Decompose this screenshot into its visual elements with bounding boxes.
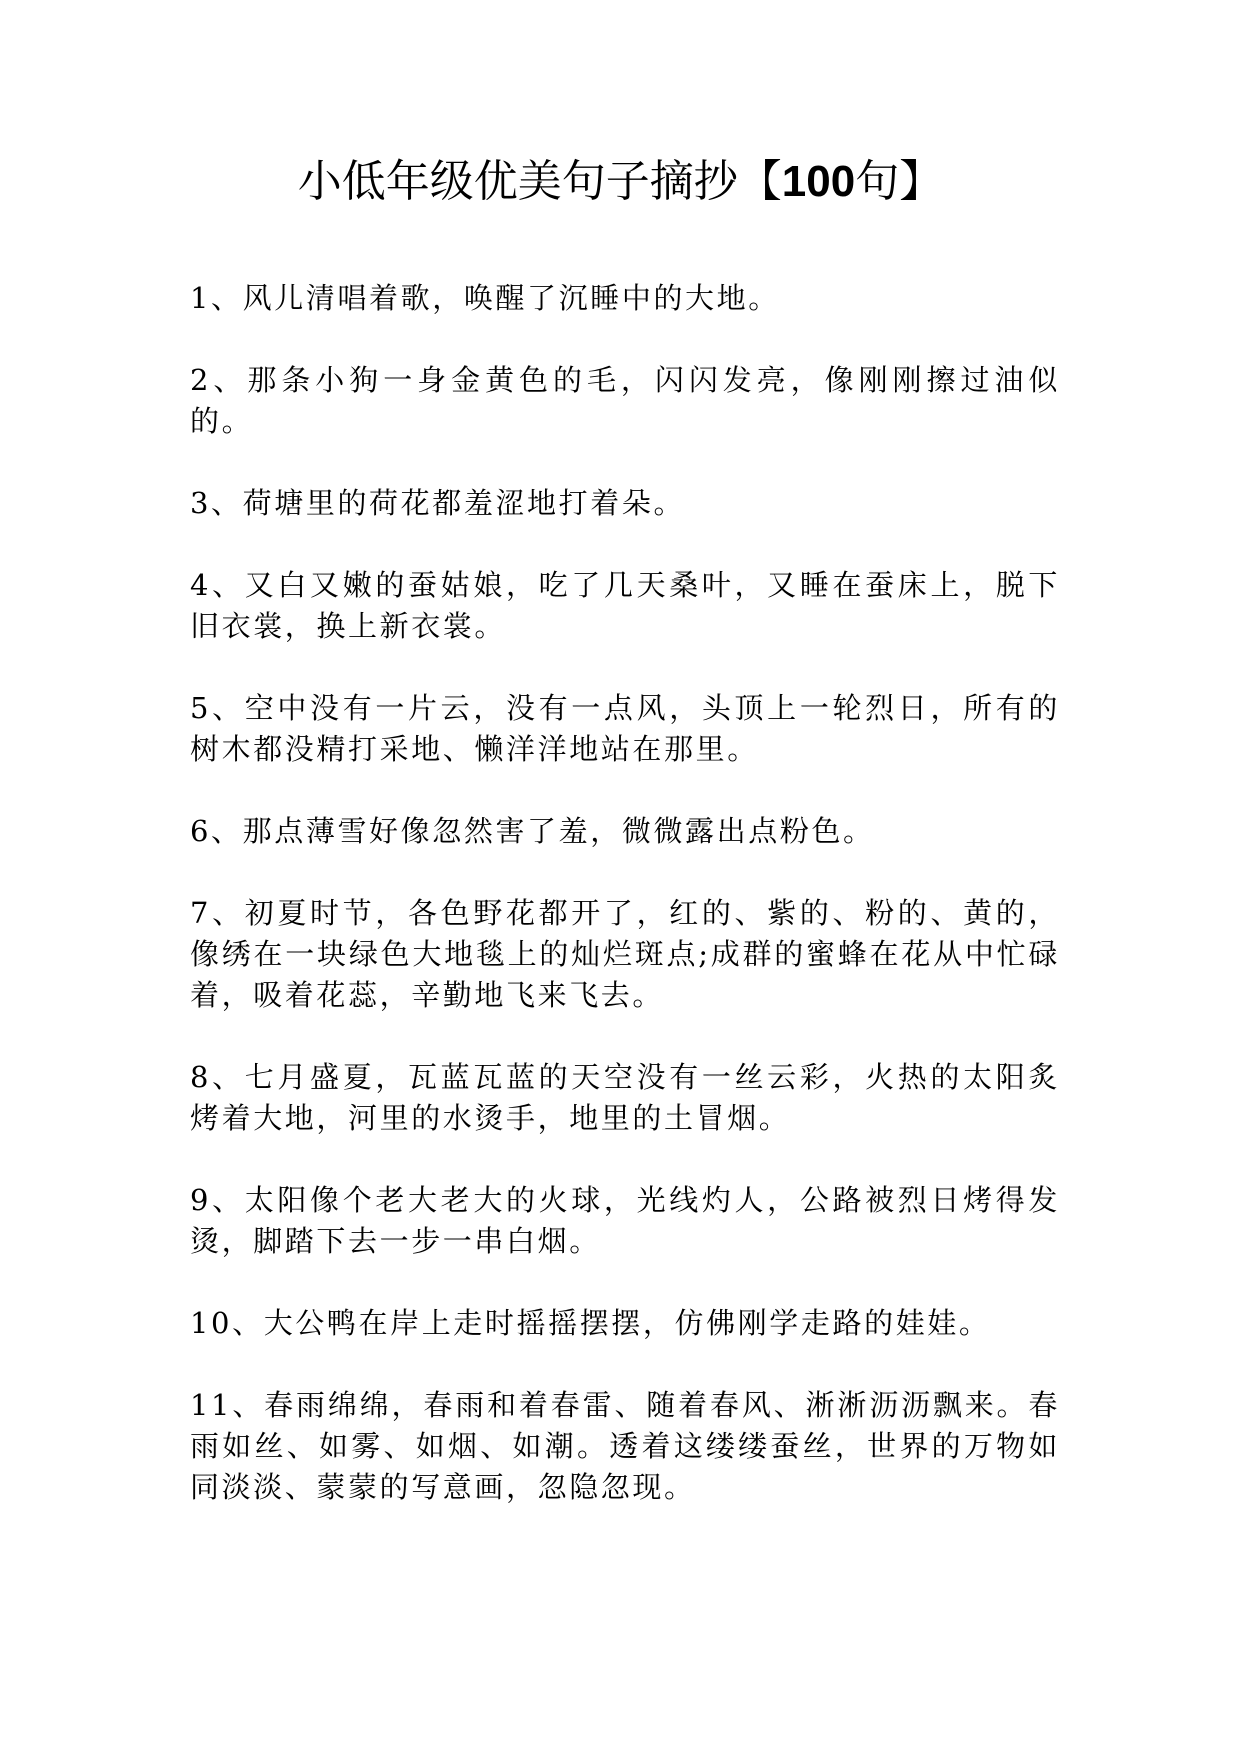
sentence-item: 7、初夏时节，各色野花都开了，红的、紫的、粉的、黄的，像绣在一块绿色大地毯上的灿烂斑点;成群的蜜蜂在花从中忙碌着，吸着花蕊，辛勤地飞来飞去。 bbox=[190, 896, 1060, 1012]
sentence-item: 3、荷塘里的荷花都羞涩地打着朵。 bbox=[190, 486, 686, 520]
sentence-item: 8、七月盛夏，瓦蓝瓦蓝的天空没有一丝云彩，火热的太阳炙烤着大地，河里的水烫手，地里的土冒烟。 bbox=[190, 1060, 1060, 1135]
page-title bbox=[0, 150, 1241, 214]
sentence-item: 9、太阳像个老大老大的火球，光线灼人，公路被烈日烤得发烫，脚踏下去一步一串白烟。 bbox=[190, 1183, 1060, 1258]
sentence-item: 2、那条小狗一身金黄色的毛，闪闪发亮，像刚刚擦过油似的。 bbox=[190, 363, 1060, 438]
sentence-list bbox=[190, 278, 1060, 1549]
title-prefix: 小低年级优美句子摘抄【 bbox=[297, 156, 782, 207]
sentence-item: 6、那点薄雪好像忽然害了羞，微微露出点粉色。 bbox=[190, 814, 875, 848]
sentence-item: 5、空中没有一片云，没有一点风，头顶上一轮烈日，所有的树木都没精打采地、懒洋洋地站在那里。 bbox=[190, 691, 1060, 766]
title-number: 100 bbox=[781, 157, 856, 206]
sentence-item: 11、春雨绵绵，春雨和着春雷、随着春风、淅淅沥沥飘来。春雨如丝、如雾、如烟、如潮。透着这缕缕蚕丝，世界的万物如同淡淡、蒙蒙的写意画，忽隐忽现。 bbox=[190, 1388, 1060, 1504]
sentence-item: 1、风儿清唱着歌，唤醒了沉睡中的大地。 bbox=[190, 281, 780, 315]
sentence-item: 10、大公鸭在岸上走时摇摇摆摆，仿佛刚学走路的娃娃。 bbox=[190, 1306, 991, 1340]
sentence-item: 4、又白又嫩的蚕姑娘，吃了几天桑叶，又睡在蚕床上，脱下旧衣裳，换上新衣裳。 bbox=[190, 568, 1060, 643]
title-suffix: 句】 bbox=[855, 156, 944, 207]
